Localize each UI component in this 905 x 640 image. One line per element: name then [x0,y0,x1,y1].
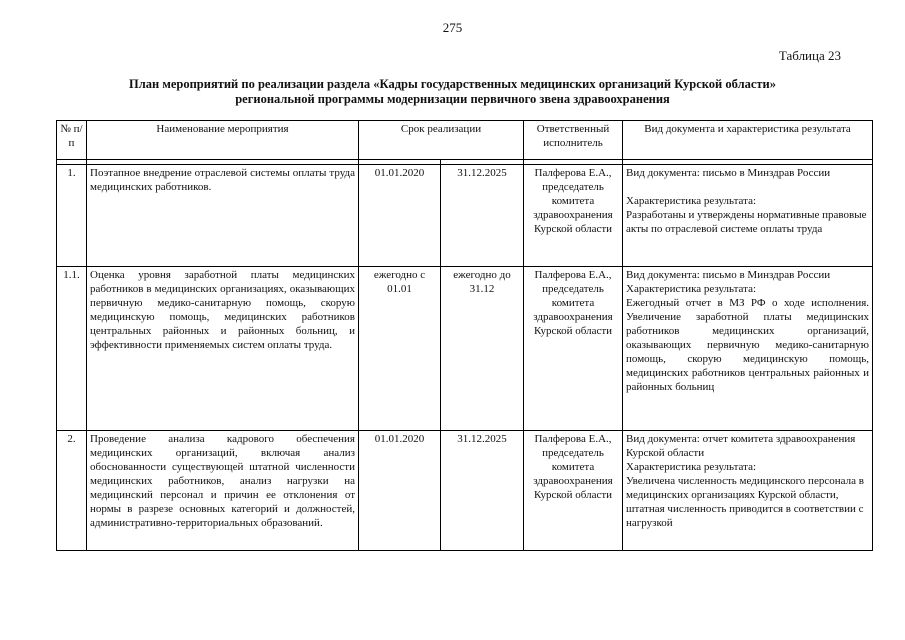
row-doc-type: Вид документа: письмо в Минздрав России [626,269,831,281]
row-doc-type: Вид документа: письмо в Минздрав России [626,167,831,179]
table-label: Таблица 23 [778,48,841,63]
row-num: 2. [57,431,87,551]
row-num: 1. [57,165,87,267]
row-start: 01.01.2020 [359,431,441,551]
header-responsible: Ответственный исполнитель [524,121,623,160]
row-result-text: Разработаны и утверждены нормативные правовые акты по отраслевой системе оплаты труда [626,209,867,235]
header-result: Вид документа и характеристика результата [623,121,873,160]
row-result-label: Характеристика результата: [626,283,757,295]
plan-table [56,120,873,551]
row-result-label: Характеристика результата: [626,195,757,207]
row-doc-type: Вид документа: отчет комитета здравоохранения Курской области [626,433,856,459]
row-end: ежегодно до 31.12 [441,267,524,431]
document-title [30,77,875,107]
header-term: Срок реализации [359,121,524,160]
table-row [57,431,873,551]
row-responsible: Палферова Е.А., председатель комитета здравоохранения Курской области [524,165,623,267]
row-result-text: Ежегодный отчет в МЗ РФ о ходе исполнения. Увеличение заработной платы медицинских работников медицинских организаций, оказывающих первичную медико-санитарную помощь, скорую медицинскую помощь, медицинских работников центральных районных и районных больниц [626,297,870,393]
row-name: Поэтапное внедрение отраслевой системы оплаты труда медицинских работников. [87,165,359,267]
row-name: Проведение анализа кадрового обеспечения медицинских организаций, включая анализ обоснованности существующей штатной численности медицинских работников, анализ нагрузки на медицинский персонал и причин ее отклонения от нормы в разрезе основных категорий и должностей, административно-территориальных образований. [87,431,359,551]
row-responsible: Палферова Е.А., председатель комитета здравоохранения Курской области [524,431,623,551]
row-start: 01.01.2020 [359,165,441,267]
row-num: 1.1. [57,267,87,431]
header-name: Наименование мероприятия [87,121,359,160]
row-result-label: Характеристика результата: [626,461,757,473]
row-result [623,165,873,267]
header-num: № п/п [57,121,87,160]
row-name: Оценка уровня заработной платы медицинских работников в медицинских организациях, оказывающих первичную медико-санитарную помощь, скорую медицинскую помощь, медицинских работников центральных районных и районных больниц, и эффективности применяемых систем оплаты труда. [87,267,359,431]
table-row [57,165,873,267]
row-result [623,267,873,431]
table-header-row [57,121,873,160]
row-responsible: Палферова Е.А., председатель комитета здравоохранения Курской области [524,267,623,431]
row-start: ежегодно с 01.01 [359,267,441,431]
row-end: 31.12.2025 [441,431,524,551]
table-row [57,267,873,431]
row-result [623,431,873,551]
title-line-1: План мероприятий по реализации раздела «Кадры государственных медицинских организаций Курской области» [129,77,776,91]
row-result-text: Увеличена численность медицинского персонала в медицинских организациях Курской области, штатная численность приводится в соответствии с нагрузкой [626,475,864,529]
page-number: 275 [442,20,463,35]
row-end: 31.12.2025 [441,165,524,267]
title-line-2: региональной программы модернизации первичного звена здравоохранения [235,92,670,106]
